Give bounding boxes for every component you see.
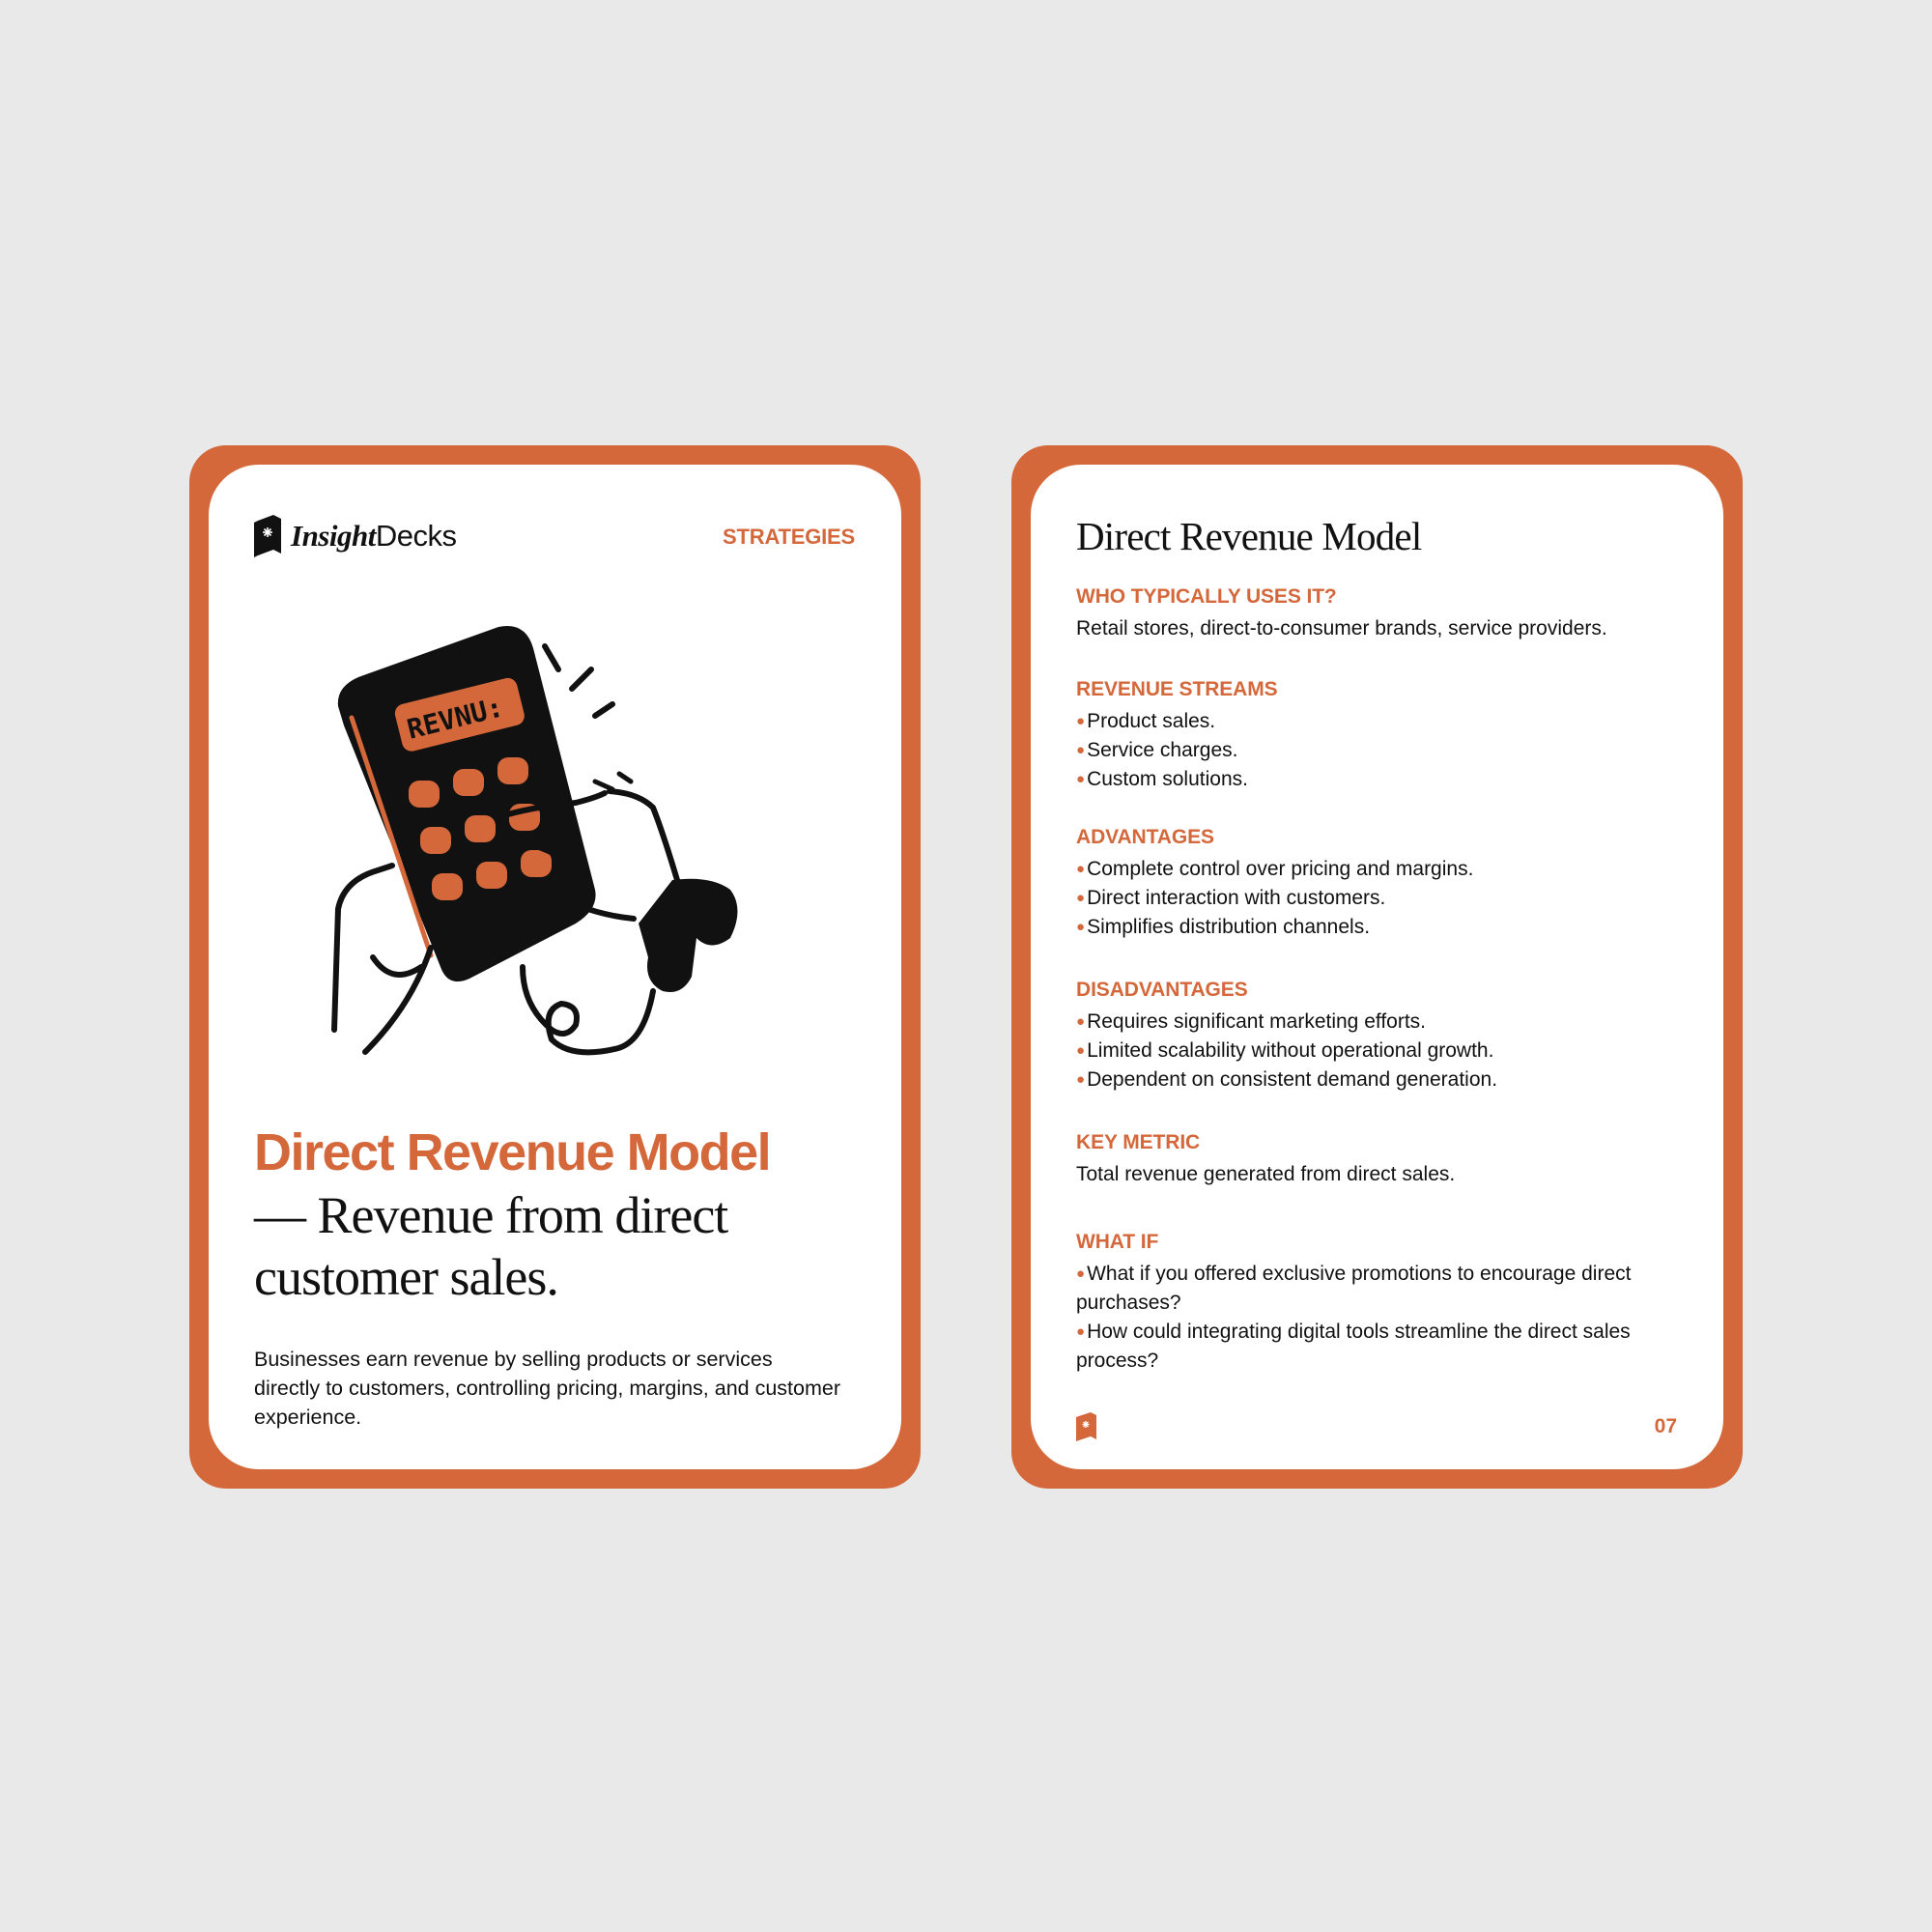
front-subtitle [254,1184,834,1308]
list-item: ●What if you offered exclusive promotions to encourage direct purchases? [1076,1263,1632,1314]
front-description: Businesses earn revenue by selling products or services directly to customers, controlling pricing, margins, and customer experience. [254,1348,841,1429]
bullet-icon: ● [1076,713,1086,729]
front-subtitle-line-1: — Revenue from direct [254,1186,728,1244]
bullet-icon: ● [1076,1071,1086,1088]
calculator-display: REVNU: [404,691,507,746]
card-front [189,445,921,1489]
bullet-icon: ● [1076,890,1086,906]
list-item: ●Dependent on consistent demand generation. [1076,1068,1498,1091]
page-number: 07 [1654,1415,1677,1437]
calculator-hand-illustration [305,600,808,1064]
brand-name [291,518,457,553]
section-text-key-metric: Total revenue generated from direct sales. [1076,1163,1456,1185]
brand-name-part1: Insight [291,518,376,553]
bullet-icon: ● [1076,861,1086,877]
bullet-icon: ● [1076,771,1086,787]
bullet-icon: ● [1076,1323,1086,1340]
list-item: ●Simplifies distribution channels. [1076,916,1371,938]
section-heading-disadvantages: DISADVANTAGES [1076,979,1248,1001]
section-heading-key-metric: KEY METRIC [1076,1131,1201,1153]
card-front-face [209,465,901,1469]
bullet-icon: ● [1076,742,1086,758]
card-back-face [1031,465,1723,1469]
category-label: STRATEGIES [723,525,855,549]
book-logo-icon [1076,1410,1097,1441]
section-heading-who-uses: WHO TYPICALLY USES IT? [1076,585,1337,608]
section-heading-what-if: WHAT IF [1076,1231,1159,1253]
back-title: Direct Revenue Model [1076,514,1422,558]
list-item: ●Product sales. [1076,710,1216,732]
what-if-list [1076,1260,1675,1376]
front-subtitle-line-2: customer sales. [254,1248,558,1306]
bullet-icon: ● [1076,1265,1086,1282]
disadvantages-list [1076,1008,1675,1094]
list-item: ●Limited scalability without operational growth. [1076,1039,1494,1062]
section-text-who-uses: Retail stores, direct-to-consumer brands, service providers. [1076,617,1607,639]
section-heading-revenue-streams: REVENUE STREAMS [1076,678,1278,700]
advantages-list [1076,855,1675,942]
revenue-streams-list [1076,707,1675,794]
front-title: Direct Revenue Model [254,1123,771,1181]
book-logo-icon [254,513,283,557]
brand-name-part2: Decks [375,518,457,553]
card-back [1011,445,1743,1489]
list-item: ●How could integrating digital tools streamline the direct sales process? [1076,1321,1631,1372]
brand-logo [254,513,456,557]
list-item: ●Complete control over pricing and margins. [1076,858,1474,880]
list-item: ●Requires significant marketing efforts. [1076,1010,1427,1033]
list-item: ●Direct interaction with customers. [1076,887,1386,909]
section-heading-advantages: ADVANTAGES [1076,826,1214,848]
bullet-icon: ● [1076,1042,1086,1059]
bullet-icon: ● [1076,919,1086,935]
list-item: ●Custom solutions. [1076,768,1248,790]
list-item: ●Service charges. [1076,739,1238,761]
bullet-icon: ● [1076,1013,1086,1030]
